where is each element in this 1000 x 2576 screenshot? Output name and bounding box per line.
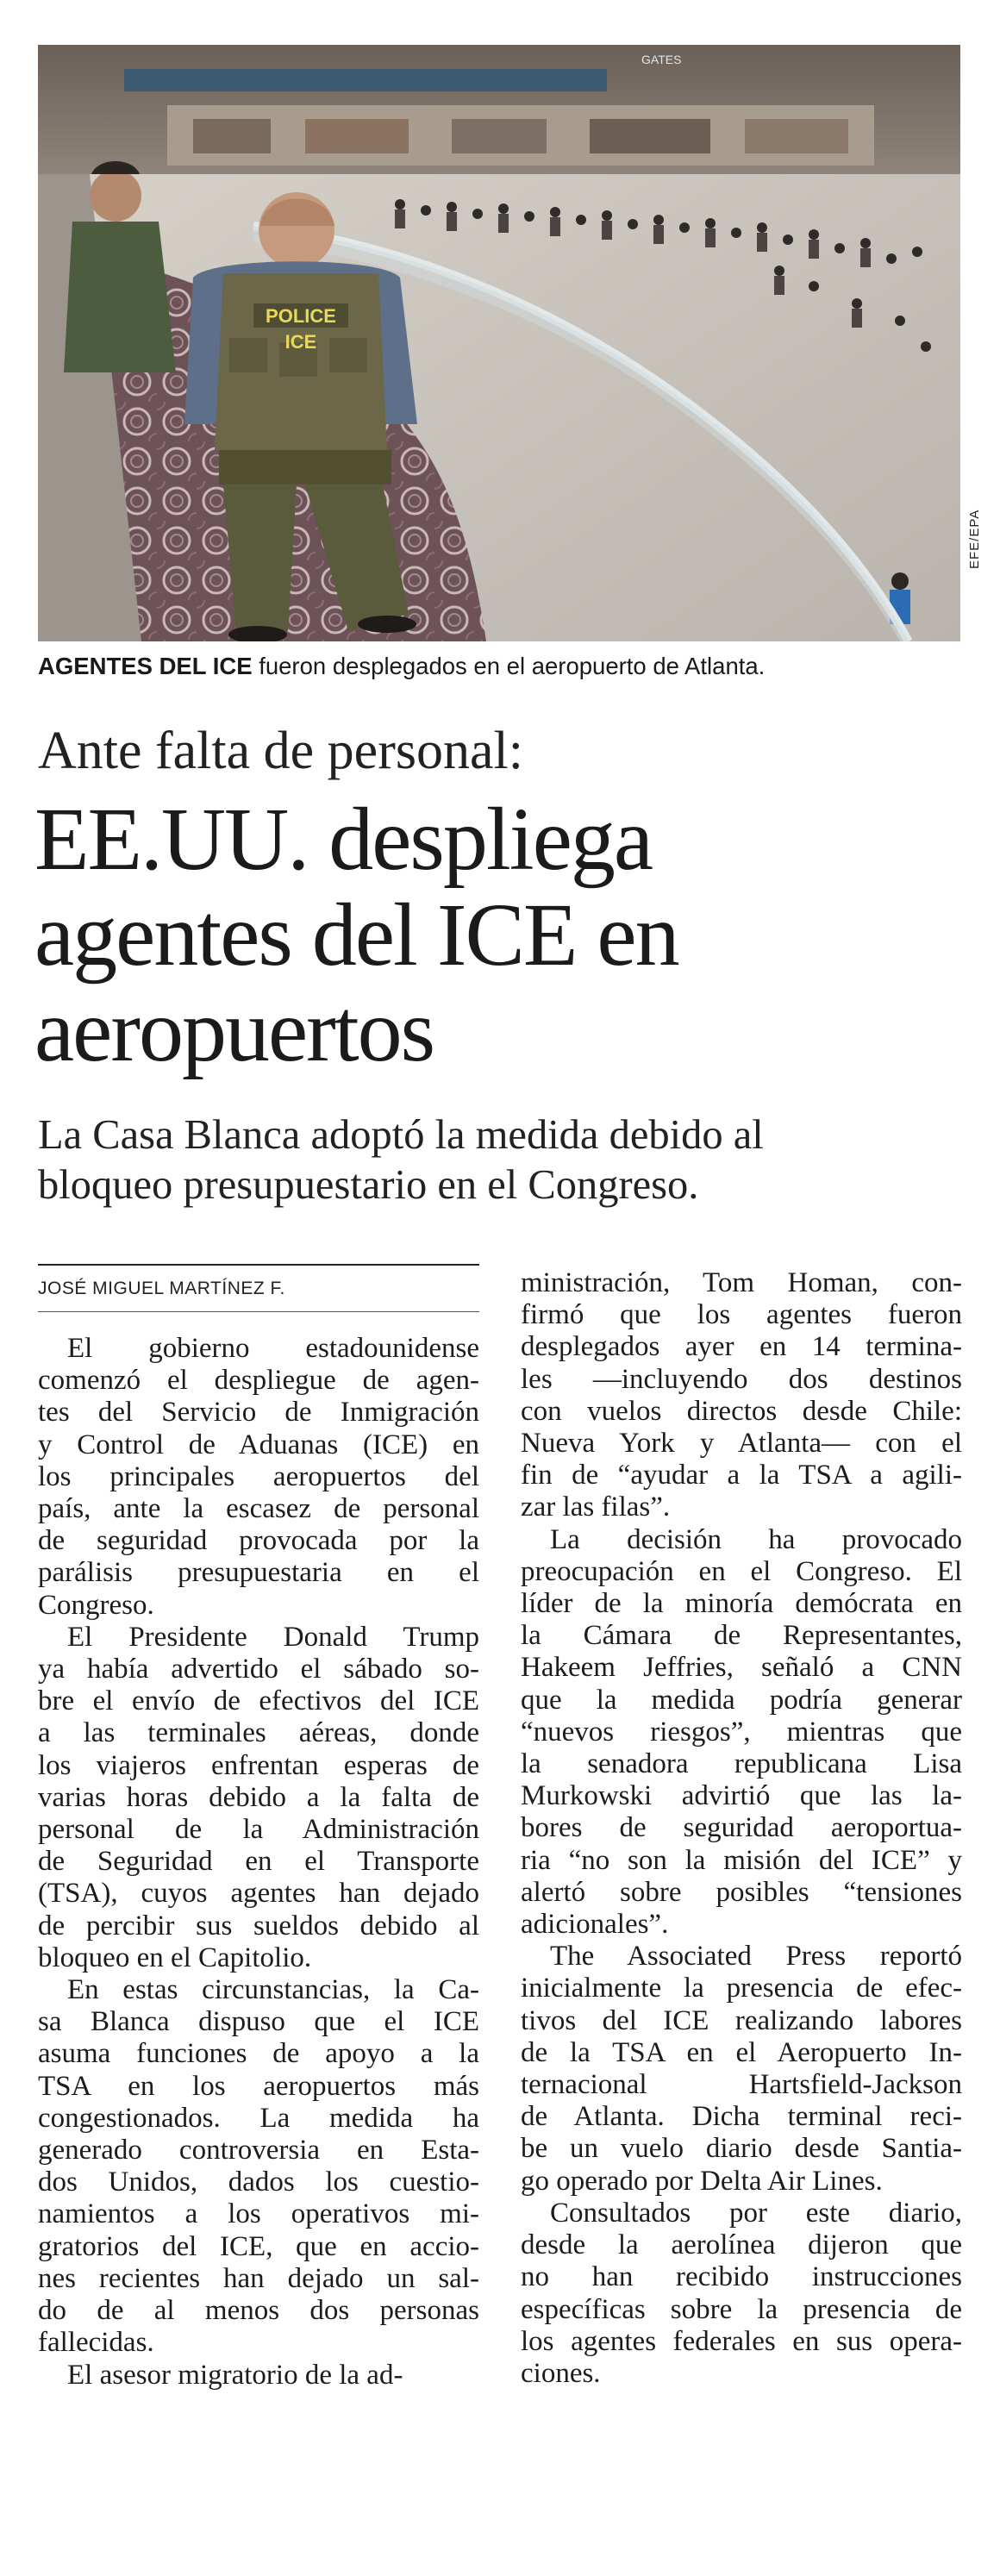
- headline: [34, 791, 966, 1079]
- article-line: gratorios del ICE, que en accio-: [38, 2230, 479, 2262]
- article-line: firmó que los agentes fueron: [521, 1299, 962, 1331]
- article-line: The Associated Press reportó: [550, 1941, 962, 1973]
- article-line: Nueva York y Atlanta— con el: [521, 1428, 962, 1460]
- article-line: asuma funciones de apoyo a la: [38, 2038, 479, 2070]
- vest-label-police: POLICE: [266, 305, 336, 327]
- article-line: dos Unidos, dados los cuestio-: [38, 2166, 479, 2198]
- article-line: que la medida podría generar: [521, 1684, 962, 1716]
- article-line: do de al menos dos personas: [38, 2295, 479, 2327]
- article-line: los viajeros enfrentan esperas de: [38, 1749, 479, 1781]
- headline-line: EE.UU. despliega: [34, 790, 653, 889]
- airport-ice-agents-photo: [38, 45, 960, 641]
- article-line: El Presidente Donald Trump: [67, 1621, 479, 1653]
- article-line: les —incluyendo dos destinos: [521, 1363, 962, 1395]
- article-line: Congreso.: [38, 1589, 154, 1621]
- article-line: con vuelos directos desde Chile:: [521, 1395, 962, 1427]
- article-line: sa Blanca dispuso que el ICE: [38, 2006, 479, 2038]
- article-line: El asesor migratorio de la ad-: [67, 2359, 403, 2391]
- article-line: En estas circunstancias, la Ca-: [67, 1974, 479, 2006]
- article-line: de Seguridad en el Transporte: [38, 1846, 479, 1878]
- article-line: ternacional Hartsfield-Jackson: [521, 2069, 962, 2101]
- article-line: y Control de Aduanas (ICE) en: [38, 1429, 479, 1460]
- article-line: fallecidas.: [38, 2327, 154, 2359]
- article-line: zar las filas”.: [521, 1491, 671, 1523]
- article-column-2: [521, 1267, 962, 2390]
- article-line: no han recibido instrucciones: [521, 2261, 962, 2293]
- article-line: la Cámara de Representantes,: [521, 1620, 962, 1652]
- article-line: adicionales”.: [521, 1909, 669, 1941]
- article-line: Murkowski advirtió que las la-: [521, 1780, 962, 1812]
- deck-line: La Casa Blanca adoptó la medida debido al: [38, 1112, 764, 1158]
- article-line: Consultados por este diario,: [550, 2197, 962, 2229]
- article-line: de Atlanta. Dicha terminal reci-: [521, 2101, 962, 2133]
- headline-line: aeropuertos: [34, 981, 434, 1080]
- article-line: los agentes federales en sus opera-: [521, 2325, 962, 2357]
- article-line: generado controversia en Esta-: [38, 2135, 479, 2166]
- photo-caption: [38, 652, 960, 681]
- caption-lead: AGENTES DEL ICE: [38, 653, 253, 679]
- article-line: congestionados. La medida ha: [38, 2102, 479, 2134]
- article-line: Hakeem Jeffries, señaló a CNN: [521, 1652, 962, 1684]
- article-line: nes recientes han dejado un sal-: [38, 2262, 479, 2294]
- byline-divider: [38, 1311, 479, 1312]
- article-line: líder de la minoría demócrata en: [521, 1588, 962, 1620]
- article-line: be un vuelo diario desde Santia-: [521, 2133, 962, 2165]
- article-line: a las terminales aéreas, donde: [38, 1717, 479, 1749]
- vest-label-ice: ICE: [284, 331, 317, 353]
- article-line: los principales aeropuertos del: [38, 1460, 479, 1492]
- article-line: namientos a los operativos mi-: [38, 2198, 479, 2230]
- article-line: preocupación en el Congreso. El: [521, 1555, 962, 1587]
- article-line: tivos del ICE realizando labores: [521, 2004, 962, 2036]
- gates-sign: GATES: [641, 53, 682, 66]
- article-column-1: [38, 1333, 479, 2392]
- article-line: bores de seguridad aeroportua-: [521, 1812, 962, 1844]
- article-line: ciones.: [521, 2357, 601, 2389]
- article-line: bloqueo en el Capitolio.: [38, 1941, 312, 1973]
- news-photo: [38, 45, 960, 641]
- article-line: (TSA), cuyos agentes han dejado: [38, 1878, 479, 1910]
- deck-subheadline: [38, 1110, 969, 1210]
- article-line: inicialmente la presencia de efec-: [521, 1973, 962, 2004]
- article-line: tes del Servicio de Inmigración: [38, 1397, 479, 1429]
- article-line: varias horas debido a la falta de: [38, 1781, 479, 1813]
- article-line: país, ante la escasez de personal: [38, 1493, 479, 1525]
- article-line: desplegados ayer en 14 termina-: [521, 1331, 962, 1363]
- article-line: ya había advertido el sábado so-: [38, 1654, 479, 1685]
- article-line: fin de “ayudar a la TSA a agili-: [521, 1460, 962, 1491]
- article-line: comenzó el despliegue de agen-: [38, 1365, 479, 1397]
- article-line: bre el envío de efectivos del ICE: [38, 1685, 479, 1717]
- article-line: desde la aerolínea dijeron que: [521, 2229, 962, 2261]
- article-line: alertó sobre posibles “tensiones: [521, 1876, 962, 1908]
- article-line: La decisión ha provocado: [550, 1523, 962, 1555]
- article-line: ria “no son la misión del ICE” y: [521, 1844, 962, 1876]
- article-line: personal de la Administración: [38, 1814, 479, 1846]
- article-line: “nuevos riesgos”, mientras que: [521, 1716, 962, 1748]
- deck-line: bloqueo presupuestario en el Congreso.: [38, 1162, 699, 1208]
- article-line: la senadora republicana Lisa: [521, 1748, 962, 1780]
- article-line: parálisis presupuestaria en el: [38, 1557, 479, 1589]
- kicker: Ante falta de personal:: [38, 722, 523, 780]
- article-line: ministración, Tom Homan, con-: [521, 1267, 962, 1298]
- headline-line: agentes del ICE en: [34, 885, 678, 985]
- article-line: go operado por Delta Air Lines.: [521, 2165, 883, 2197]
- caption-text: fueron desplegados en el aeropuerto de Atlanta.: [252, 653, 766, 679]
- article-line: El gobierno estadounidense: [67, 1333, 479, 1364]
- photo-credit: EFE/EPA: [967, 509, 982, 569]
- article-line: de la TSA en el Aeropuerto In-: [521, 2036, 962, 2068]
- byline: JOSÉ MIGUEL MARTÍNEZ F.: [38, 1264, 479, 1300]
- article-line: TSA en los aeropuertos más: [38, 2070, 479, 2102]
- article-line: específicas sobre la presencia de: [521, 2293, 962, 2325]
- article-line: de percibir sus sueldos debido al: [38, 1910, 479, 1941]
- article-line: de seguridad provocada por la: [38, 1525, 479, 1557]
